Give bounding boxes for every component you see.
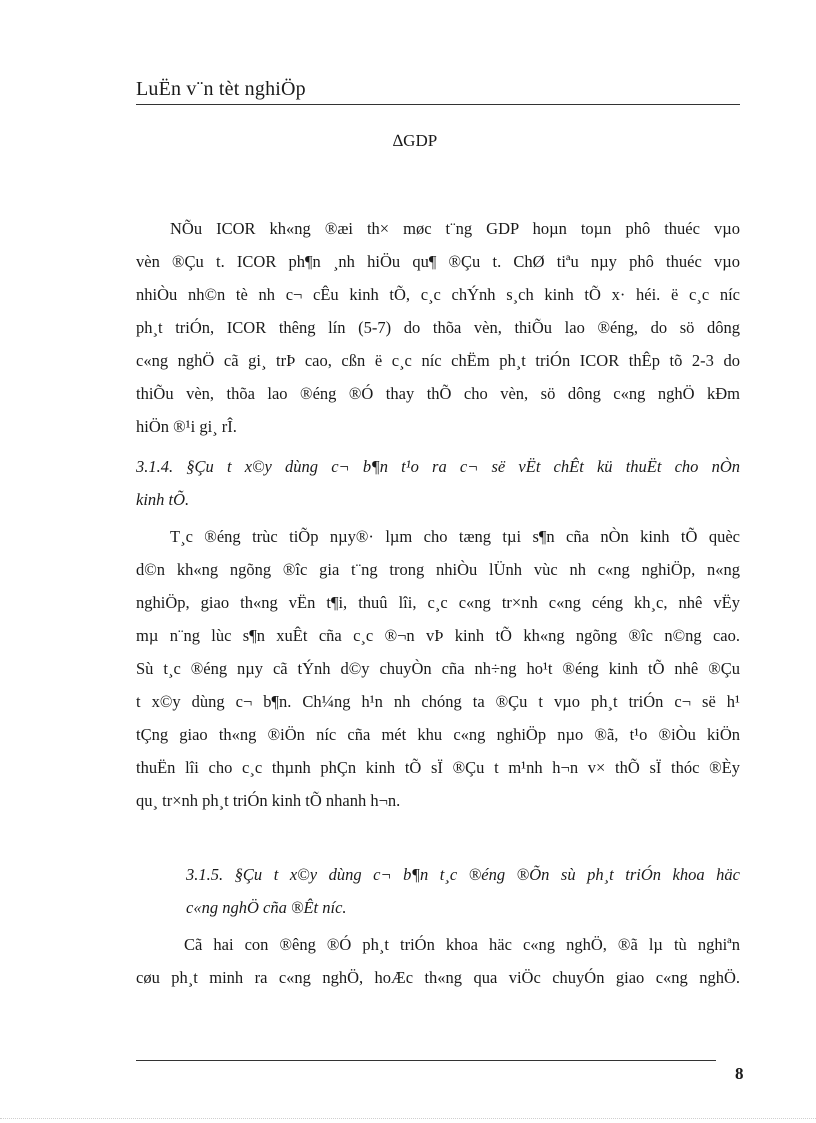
paragraph-line: t x©y dùng c¬ b¶n. Ch¼ng h¹n nh chóng ta ®Çu t vµo ph¸t triÓn c¬ së h¹: [136, 692, 740, 711]
section-heading-3-1-4: [136, 450, 740, 516]
paragraph-line: cøu ph¸t minh ra c«ng nghÖ, hoÆc th«ng qua viÖc chuyÓn giao c«ng nghÖ.: [136, 968, 740, 987]
paragraph-icor: [136, 212, 740, 443]
page-header-title: LuËn v¨n tèt nghiÖp: [136, 78, 306, 100]
page-bottom-edge: [0, 1118, 816, 1119]
paragraph-line: qu¸ tr×nh ph¸t triÓn kinh tÕ nhanh h¬n.: [136, 791, 401, 810]
paragraph-science-technology: [136, 928, 740, 994]
paragraph-line: mµ n¨ng lùc s¶n xuÊt cña c¸c ®¬n vÞ kinh tÕ kh«ng ngõng ®îc n©ng cao.: [136, 626, 740, 645]
page-number: 8: [735, 1064, 744, 1083]
section-heading-line: c«ng nghÖ cña ®Êt níc.: [186, 898, 347, 917]
paragraph-line: c«ng nghÖ cã gi¸ trÞ cao, cßn ë c¸c níc chËm ph¸t triÓn ICOR thÊp tõ 2-3 do: [136, 351, 740, 370]
section-heading-line: 3.1.4. §Çu t x©y dùng c¬ b¶n t¹o ra c¬ së vËt chÊt kü thuËt cho nÒn: [136, 457, 740, 476]
paragraph-line: Sù t¸c ®éng nµy cã tÝnh d©y chuyÒn cña nh÷ng ho¹t ®éng kinh tÕ nhê ®Çu: [136, 659, 740, 678]
paragraph-line: T¸c ®éng trùc tiÕp nµy®· lµm cho tæng tµi s¶n cña nÒn kinh tÕ quèc: [170, 527, 740, 546]
paragraph-line: nhiÒu nh©n tè nh c¬ cÊu kinh tÕ, c¸c chÝnh s¸ch kinh tÕ x· héi. ë c¸c níc: [136, 285, 740, 304]
paragraph-line: nghiÖp, giao th«ng vËn t¶i, thuû lîi, c¸c c«ng tr×nh c«ng céng kh¸c, nhê vËy: [136, 593, 740, 612]
paragraph-line: ph¸t triÓn, ICOR thêng lín (5-7) do thõa vèn, thiÕu lao ®éng, do sö dông: [136, 318, 740, 337]
formula-delta-gdp: ∆GDP: [392, 131, 438, 150]
paragraph-line: Cã hai con ®êng ®Ó ph¸t triÓn khoa häc c«ng nghÖ, ®ã lµ tù nghiªn: [184, 935, 740, 954]
header-divider: [136, 104, 740, 105]
section-heading-line: 3.1.5. §Çu t x©y dùng c¬ b¶n t¸c ®éng ®Õn sù ph¸t triÓn khoa häc: [186, 865, 740, 884]
paragraph-line: hiÖn ®¹i gi¸ rÎ.: [136, 417, 237, 436]
paragraph-line: d©n kh«ng ngõng ®îc gia t¨ng trong nhiÒu lÜnh vùc nh c«ng nghiÖp, n«ng: [136, 560, 740, 579]
section-heading-3-1-5: [186, 858, 740, 924]
paragraph-line: NÕu ICOR kh«ng ®æi th× møc t¨ng GDP hoµn toµn phô thuéc vµo: [170, 219, 740, 238]
section-heading-line: kinh tÕ.: [136, 490, 190, 509]
paragraph-direct-impact: [136, 520, 740, 817]
footer-divider: [136, 1060, 716, 1061]
paragraph-line: tÇng giao th«ng ®iÖn níc cña mét khu c«ng nghiÖp nµo ®ã, t¹o ®iÒu kiÖn: [136, 725, 740, 744]
paragraph-line: thuËn lîi cho c¸c thµnh phÇn kinh tÕ sÏ ®Çu t m¹nh h¬n v× thÕ sÏ thóc ®Èy: [136, 758, 740, 777]
paragraph-line: vèn ®Çu t. ICOR ph¶n ¸nh hiÖu qu¶ ®Çu t. ChØ tiªu nµy phô thuéc vµo: [136, 252, 740, 271]
paragraph-line: thiÕu vèn, thõa lao ®éng ®Ó thay thÕ cho vèn, sö dông c«ng nghÖ kÐm: [136, 384, 740, 403]
